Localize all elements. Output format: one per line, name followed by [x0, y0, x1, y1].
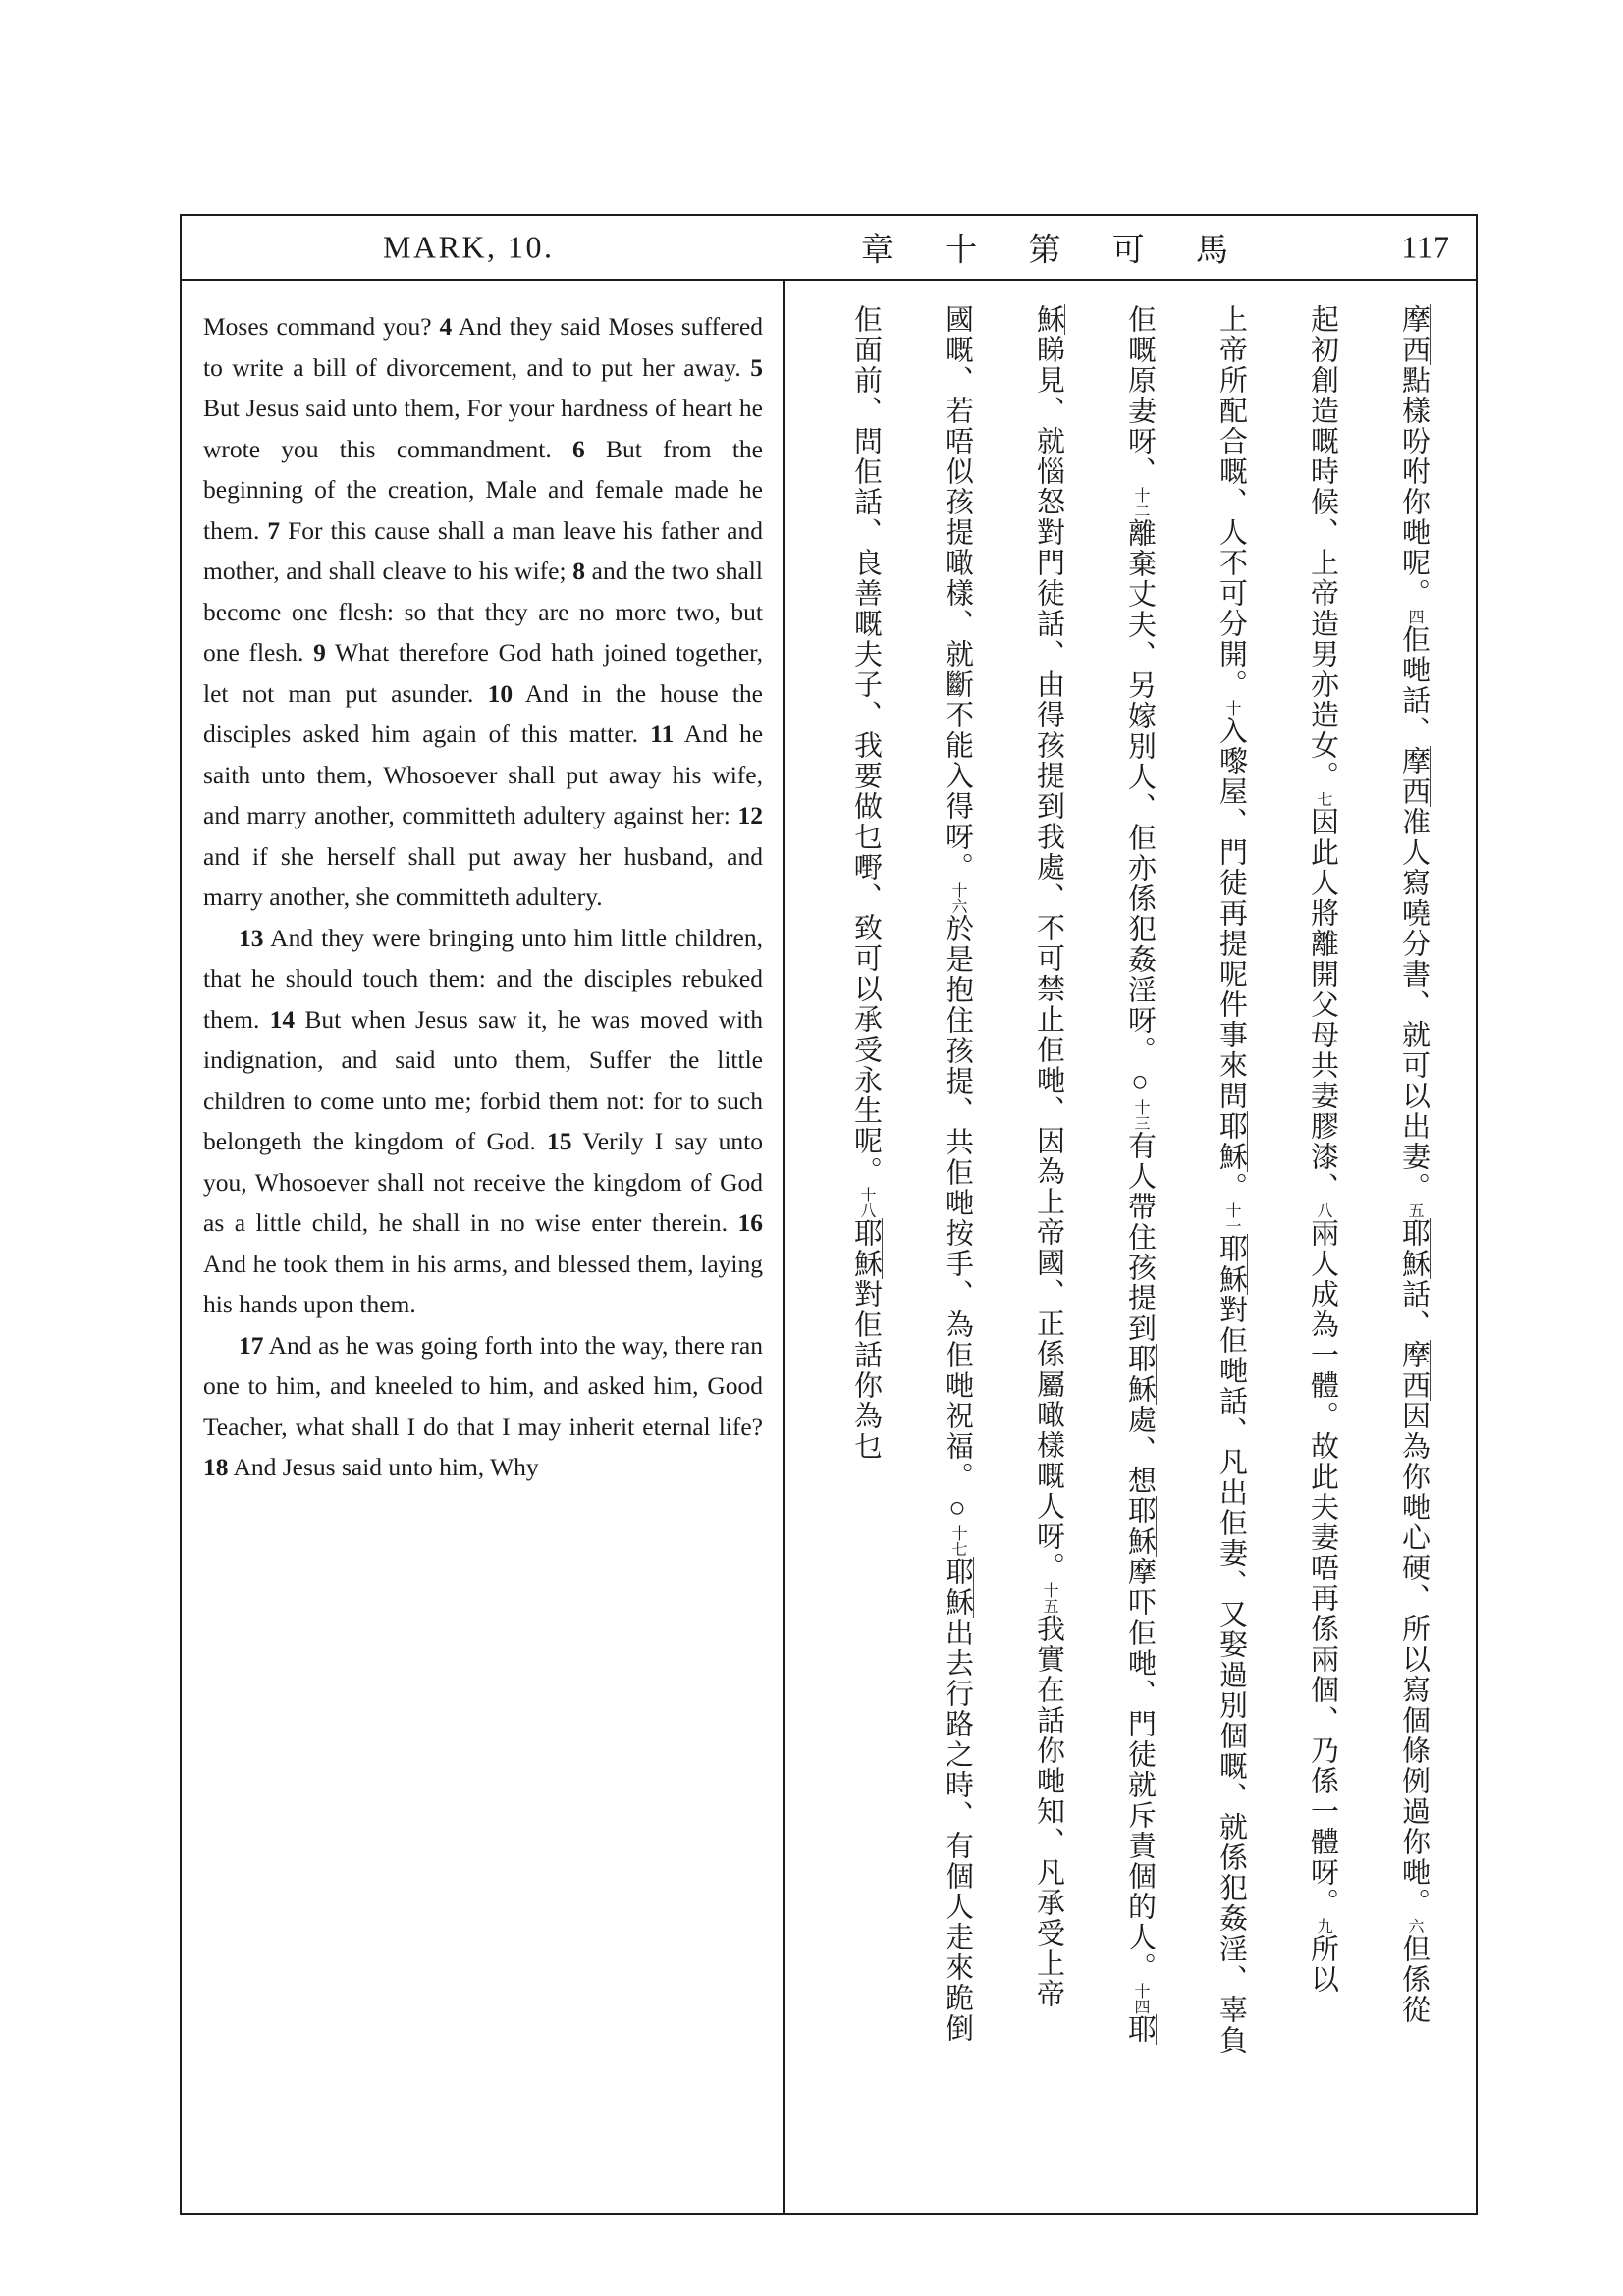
- verse-number: 十: [1223, 700, 1240, 716]
- verse-number: 十二: [1132, 487, 1149, 518]
- english-paragraph: 17 And as he was going forth into the way, there ran one to him, and kneeled to him, and asked him, Good Teacher, what shall I do that I may inherit eternal life? 18 And Jesus said unto him, Why: [203, 1330, 763, 1481]
- proper-name: 耶穌: [850, 1218, 882, 1279]
- chinese-column: 國嘅、若唔似孩提噉樣、就斷不能入得呀。十六於是抱住孩提、共佢哋按手、為佢哋祝福。○十七耶穌出去行路之時、有個人走來跪倒: [942, 304, 973, 2044]
- proper-name: 摩西: [1398, 746, 1430, 807]
- verse-number: 九: [1315, 1918, 1331, 1934]
- verse-number: 十七: [949, 1525, 966, 1557]
- verse-number: 16: [737, 1208, 763, 1237]
- page-number: 117: [1401, 229, 1450, 265]
- english-paragraph: Moses command you? 4 And they said Moses suffered to write a bill of divorcement, and to put her away. 5 But Jesus said unto them, For your hardness of heart he wrote you this commandment. 6 But from the beginning of the creation, Male and female made he them. 7 For this cause shall a man leave his father and mother, and shall cleave to his wife; 8 and the two shall become one flesh: so that they are no more two, but one flesh. 9 What therefore God hath joined together, let not man put asunder. 10 And in the house the disciples asked him again of this matter. 11 And he saith unto them, Whosoever shall put away his wife, and marry another, committeth adultery against her: 12 and if she herself shall put away her husband, and marry another, she committeth adultery.: [203, 312, 764, 911]
- chinese-column: 佢面前、問佢話、良善嘅夫子、我要做乜嘢、致可以承受永生呢。十八耶穌對佢話你為乜: [850, 304, 882, 1462]
- proper-name: 耶穌: [942, 1557, 973, 1618]
- page-body: [182, 281, 1476, 2213]
- verse-number: 5: [750, 352, 763, 382]
- proper-name: 耶穌: [1124, 1496, 1156, 1557]
- proper-name: 耶穌: [1398, 1218, 1430, 1279]
- verse-number: 十四: [1132, 1983, 1149, 2014]
- verse-number: 四: [1406, 609, 1423, 624]
- verse-number: 七: [1315, 791, 1331, 807]
- verse-number: 4: [439, 312, 453, 341]
- proper-name: 耶穌: [1124, 1344, 1156, 1405]
- page-frame: [180, 214, 1478, 2215]
- verse-number: 7: [267, 515, 281, 545]
- verse-number: 8: [572, 557, 585, 585]
- verse-number: 十一: [1223, 1202, 1240, 1234]
- verse-number: 9: [313, 638, 326, 667]
- verse-number: 五: [1406, 1202, 1423, 1218]
- chinese-column: 佢嘅原妻呀、十二離棄丈夫、另嫁別人、佢亦係犯姦淫呀。○十三有人帶住孩提到耶穌處、想耶穌摩吓佢哋、門徒就斥責個的人。十四耶: [1124, 304, 1156, 2045]
- page-header: [182, 216, 1476, 281]
- verse-number: 十六: [949, 882, 966, 914]
- verse-number: 十三: [1132, 1099, 1149, 1131]
- proper-name: 摩西: [1398, 304, 1430, 365]
- proper-name: 穌: [1033, 304, 1064, 335]
- verse-number: 13: [239, 923, 264, 952]
- verse-number: 10: [487, 678, 514, 708]
- verse-number: 18: [203, 1453, 229, 1481]
- english-text-column: [182, 281, 783, 2213]
- verse-number: 12: [737, 801, 763, 829]
- proper-name: 耶穌: [1216, 1111, 1247, 1172]
- chinese-column: 起初創造嘅時候、上帝造男亦造女。七因此人將離開父母共妻膠漆、八兩人成為一體。故此夫妻唔再係兩個、乃係一體呀。九所以: [1307, 304, 1338, 1995]
- proper-name: 摩西: [1398, 1340, 1430, 1401]
- proper-name: 耶: [1124, 2014, 1156, 2045]
- chinese-column: 穌睇見、就惱怒對門徒話、由得孩提到我處、不可禁止佢哋、因為上帝國、正係屬噉樣嘅人呀。十五我實在話你哋知、凡承受上帝: [1033, 304, 1064, 2009]
- english-running-title: MARK, 10.: [383, 229, 555, 265]
- proper-name: 耶穌: [1216, 1234, 1247, 1295]
- verse-number: 六: [1406, 1918, 1423, 1934]
- verse-number: 11: [650, 720, 675, 748]
- chinese-running-title: 章 十 第 可 馬: [861, 233, 1250, 269]
- verse-number: 15: [546, 1127, 572, 1155]
- verse-number: 17: [239, 1330, 264, 1360]
- verse-number: 十五: [1041, 1582, 1057, 1614]
- chinese-column: 摩西點樣吩咐你哋呢。四佢哋話、摩西准人寫嘵分書、就可以出妻。五耶穌話、摩西因為你哋心硬、所以寫個條例過你哋。六但係從: [1398, 304, 1430, 2025]
- verse-number: 6: [571, 434, 585, 463]
- chinese-column: 上帝所配合嘅、人不可分開。十入嚟屋、門徒再提呢件事來問耶穌。十一耶穌對佢哋話、凡出佢妻、又娶過別個嘅、就係犯姦淫、辜負: [1216, 304, 1247, 2056]
- verse-number: 八: [1315, 1202, 1331, 1218]
- english-paragraph: 13 And they were bringing unto him little children, that he should touch them: and the disciples rebuked them. 14 But when Jesus saw it, he was moved with indignation, and said unto them, Suffer the little children to come unto me; forbid them not: for to such belongeth the kingdom of God. 15 Verily I say unto you, Whosoever shall not receive the kingdom of God as a little child, he shall in no wise enter therein. 16 And he took them in his arms, and blessed them, laying his hands upon them.: [203, 923, 763, 1318]
- verse-number: 14: [269, 1004, 296, 1034]
- chinese-text-columns: [785, 281, 1477, 2213]
- verse-number: 十八: [858, 1187, 875, 1218]
